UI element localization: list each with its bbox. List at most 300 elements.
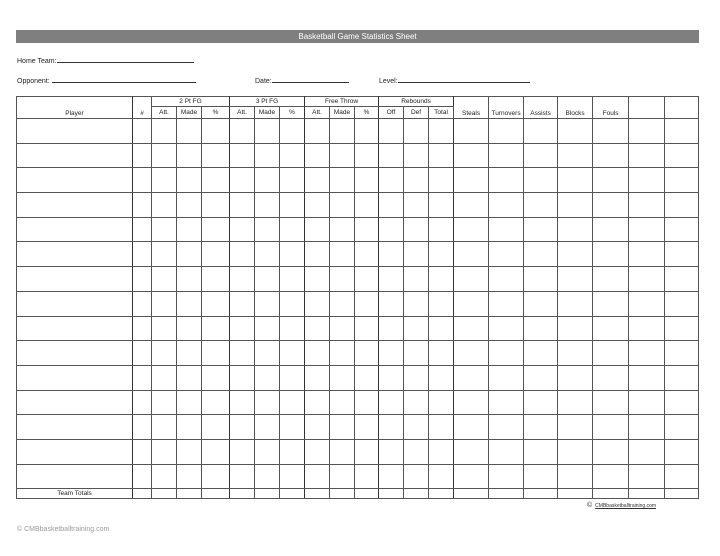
stat-cell[interactable] xyxy=(454,390,489,415)
stat-cell[interactable] xyxy=(177,439,202,464)
stat-cell[interactable] xyxy=(593,415,629,440)
stat-cell[interactable] xyxy=(379,291,404,316)
stat-cell[interactable] xyxy=(177,143,202,168)
stat-cell[interactable] xyxy=(558,168,593,193)
stat-cell[interactable] xyxy=(665,365,699,390)
stat-cell[interactable] xyxy=(202,143,230,168)
stat-cell[interactable] xyxy=(330,439,355,464)
stat-cell[interactable] xyxy=(202,390,230,415)
stat-cell[interactable] xyxy=(593,464,629,489)
player-name-cell[interactable] xyxy=(17,390,133,415)
player-name-cell[interactable] xyxy=(17,291,133,316)
stat-cell[interactable] xyxy=(255,193,280,218)
stat-cell[interactable] xyxy=(524,193,558,218)
stat-cell[interactable] xyxy=(665,390,699,415)
stat-cell[interactable] xyxy=(629,464,665,489)
player-name-cell[interactable] xyxy=(17,267,133,292)
stat-cell[interactable] xyxy=(255,143,280,168)
totals-cell[interactable] xyxy=(558,489,593,499)
totals-cell[interactable] xyxy=(429,489,454,499)
stat-cell[interactable] xyxy=(558,464,593,489)
stat-cell[interactable] xyxy=(429,464,454,489)
stat-cell[interactable] xyxy=(379,168,404,193)
stat-cell[interactable] xyxy=(355,267,379,292)
stat-cell[interactable] xyxy=(558,365,593,390)
stat-cell[interactable] xyxy=(330,119,355,144)
stat-cell[interactable] xyxy=(524,341,558,366)
stat-cell[interactable] xyxy=(133,168,152,193)
stat-cell[interactable] xyxy=(489,143,524,168)
stat-cell[interactable] xyxy=(230,341,255,366)
stat-cell[interactable] xyxy=(177,464,202,489)
stat-cell[interactable] xyxy=(152,390,177,415)
stat-cell[interactable] xyxy=(280,168,305,193)
stat-cell[interactable] xyxy=(355,291,379,316)
stat-cell[interactable] xyxy=(429,439,454,464)
stat-cell[interactable] xyxy=(665,291,699,316)
stat-cell[interactable] xyxy=(330,390,355,415)
stat-cell[interactable] xyxy=(202,341,230,366)
stat-cell[interactable] xyxy=(524,316,558,341)
stat-cell[interactable] xyxy=(629,341,665,366)
stat-cell[interactable] xyxy=(404,316,429,341)
stat-cell[interactable] xyxy=(330,193,355,218)
stat-cell[interactable] xyxy=(230,119,255,144)
stat-cell[interactable] xyxy=(355,193,379,218)
totals-cell[interactable] xyxy=(305,489,330,499)
stat-cell[interactable] xyxy=(330,143,355,168)
stat-cell[interactable] xyxy=(255,415,280,440)
totals-cell[interactable] xyxy=(593,489,629,499)
stat-cell[interactable] xyxy=(593,365,629,390)
stat-cell[interactable] xyxy=(133,341,152,366)
player-name-cell[interactable] xyxy=(17,316,133,341)
stat-cell[interactable] xyxy=(429,316,454,341)
stat-cell[interactable] xyxy=(230,390,255,415)
stat-cell[interactable] xyxy=(558,316,593,341)
stat-cell[interactable] xyxy=(454,267,489,292)
totals-cell[interactable] xyxy=(330,489,355,499)
stat-cell[interactable] xyxy=(454,217,489,242)
home-team-field[interactable] xyxy=(57,55,194,63)
totals-cell[interactable] xyxy=(404,489,429,499)
stat-cell[interactable] xyxy=(133,267,152,292)
stat-cell[interactable] xyxy=(489,242,524,267)
stat-cell[interactable] xyxy=(305,316,330,341)
stat-cell[interactable] xyxy=(489,193,524,218)
stat-cell[interactable] xyxy=(330,464,355,489)
stat-cell[interactable] xyxy=(280,415,305,440)
stat-cell[interactable] xyxy=(280,143,305,168)
stat-cell[interactable] xyxy=(524,415,558,440)
player-name-cell[interactable] xyxy=(17,242,133,267)
stat-cell[interactable] xyxy=(429,291,454,316)
totals-cell[interactable] xyxy=(629,489,665,499)
stat-cell[interactable] xyxy=(379,439,404,464)
stat-cell[interactable] xyxy=(305,341,330,366)
stat-cell[interactable] xyxy=(558,193,593,218)
stat-cell[interactable] xyxy=(489,365,524,390)
stat-cell[interactable] xyxy=(305,415,330,440)
stat-cell[interactable] xyxy=(177,291,202,316)
stat-cell[interactable] xyxy=(305,267,330,292)
stat-cell[interactable] xyxy=(255,365,280,390)
stat-cell[interactable] xyxy=(133,365,152,390)
stat-cell[interactable] xyxy=(280,464,305,489)
player-name-cell[interactable] xyxy=(17,193,133,218)
stat-cell[interactable] xyxy=(489,415,524,440)
stat-cell[interactable] xyxy=(255,439,280,464)
stat-cell[interactable] xyxy=(629,242,665,267)
stat-cell[interactable] xyxy=(202,193,230,218)
stat-cell[interactable] xyxy=(524,439,558,464)
stat-cell[interactable] xyxy=(177,365,202,390)
stat-cell[interactable] xyxy=(558,143,593,168)
stat-cell[interactable] xyxy=(152,242,177,267)
stat-cell[interactable] xyxy=(280,291,305,316)
stat-cell[interactable] xyxy=(177,242,202,267)
stat-cell[interactable] xyxy=(177,217,202,242)
stat-cell[interactable] xyxy=(355,119,379,144)
stat-cell[interactable] xyxy=(593,168,629,193)
stat-cell[interactable] xyxy=(429,341,454,366)
stat-cell[interactable] xyxy=(629,217,665,242)
stat-cell[interactable] xyxy=(404,168,429,193)
stat-cell[interactable] xyxy=(593,119,629,144)
totals-cell[interactable] xyxy=(133,489,152,499)
stat-cell[interactable] xyxy=(152,291,177,316)
stat-cell[interactable] xyxy=(593,316,629,341)
stat-cell[interactable] xyxy=(593,291,629,316)
stat-cell[interactable] xyxy=(454,193,489,218)
totals-cell[interactable] xyxy=(255,489,280,499)
stat-cell[interactable] xyxy=(280,267,305,292)
stat-cell[interactable] xyxy=(404,267,429,292)
stat-cell[interactable] xyxy=(593,439,629,464)
stat-cell[interactable] xyxy=(404,341,429,366)
stat-cell[interactable] xyxy=(665,168,699,193)
stat-cell[interactable] xyxy=(355,316,379,341)
stat-cell[interactable] xyxy=(255,267,280,292)
stat-cell[interactable] xyxy=(454,439,489,464)
stat-cell[interactable] xyxy=(280,193,305,218)
date-field[interactable] xyxy=(272,75,349,83)
stat-cell[interactable] xyxy=(255,217,280,242)
stat-cell[interactable] xyxy=(665,143,699,168)
stat-cell[interactable] xyxy=(230,316,255,341)
totals-cell[interactable] xyxy=(665,489,699,499)
stat-cell[interactable] xyxy=(330,316,355,341)
totals-cell[interactable] xyxy=(454,489,489,499)
stat-cell[interactable] xyxy=(305,439,330,464)
stat-cell[interactable] xyxy=(255,390,280,415)
stat-cell[interactable] xyxy=(177,316,202,341)
player-name-cell[interactable] xyxy=(17,439,133,464)
player-name-cell[interactable] xyxy=(17,168,133,193)
stat-cell[interactable] xyxy=(133,143,152,168)
totals-cell[interactable] xyxy=(489,489,524,499)
stat-cell[interactable] xyxy=(177,193,202,218)
stat-cell[interactable] xyxy=(202,415,230,440)
stat-cell[interactable] xyxy=(379,390,404,415)
stat-cell[interactable] xyxy=(230,143,255,168)
stat-cell[interactable] xyxy=(230,168,255,193)
stat-cell[interactable] xyxy=(629,119,665,144)
stat-cell[interactable] xyxy=(629,390,665,415)
stat-cell[interactable] xyxy=(230,242,255,267)
stat-cell[interactable] xyxy=(593,217,629,242)
stat-cell[interactable] xyxy=(177,119,202,144)
stat-cell[interactable] xyxy=(379,242,404,267)
stat-cell[interactable] xyxy=(454,365,489,390)
stat-cell[interactable] xyxy=(280,390,305,415)
stat-cell[interactable] xyxy=(255,291,280,316)
totals-cell[interactable] xyxy=(355,489,379,499)
stat-cell[interactable] xyxy=(202,464,230,489)
stat-cell[interactable] xyxy=(489,168,524,193)
stat-cell[interactable] xyxy=(330,267,355,292)
stat-cell[interactable] xyxy=(429,119,454,144)
stat-cell[interactable] xyxy=(429,365,454,390)
stat-cell[interactable] xyxy=(355,464,379,489)
stat-cell[interactable] xyxy=(330,341,355,366)
stat-cell[interactable] xyxy=(330,365,355,390)
totals-cell[interactable] xyxy=(230,489,255,499)
stat-cell[interactable] xyxy=(665,415,699,440)
stat-cell[interactable] xyxy=(454,341,489,366)
stat-cell[interactable] xyxy=(665,217,699,242)
stat-cell[interactable] xyxy=(454,464,489,489)
stat-cell[interactable] xyxy=(489,217,524,242)
stat-cell[interactable] xyxy=(524,291,558,316)
stat-cell[interactable] xyxy=(665,119,699,144)
stat-cell[interactable] xyxy=(355,341,379,366)
stat-cell[interactable] xyxy=(280,242,305,267)
stat-cell[interactable] xyxy=(330,168,355,193)
stat-cell[interactable] xyxy=(489,316,524,341)
stat-cell[interactable] xyxy=(230,365,255,390)
stat-cell[interactable] xyxy=(379,193,404,218)
stat-cell[interactable] xyxy=(355,168,379,193)
totals-cell[interactable] xyxy=(379,489,404,499)
player-name-cell[interactable] xyxy=(17,464,133,489)
stat-cell[interactable] xyxy=(593,143,629,168)
stat-cell[interactable] xyxy=(629,316,665,341)
stat-cell[interactable] xyxy=(489,119,524,144)
stat-cell[interactable] xyxy=(330,415,355,440)
stat-cell[interactable] xyxy=(524,217,558,242)
stat-cell[interactable] xyxy=(280,341,305,366)
stat-cell[interactable] xyxy=(379,143,404,168)
stat-cell[interactable] xyxy=(489,267,524,292)
stat-cell[interactable] xyxy=(305,193,330,218)
stat-cell[interactable] xyxy=(489,291,524,316)
stat-cell[interactable] xyxy=(558,291,593,316)
stat-cell[interactable] xyxy=(489,341,524,366)
totals-cell[interactable] xyxy=(280,489,305,499)
stat-cell[interactable] xyxy=(429,242,454,267)
level-field[interactable] xyxy=(398,75,530,83)
stat-cell[interactable] xyxy=(454,143,489,168)
stat-cell[interactable] xyxy=(454,168,489,193)
stat-cell[interactable] xyxy=(255,316,280,341)
stat-cell[interactable] xyxy=(665,242,699,267)
stat-cell[interactable] xyxy=(133,316,152,341)
stat-cell[interactable] xyxy=(255,341,280,366)
stat-cell[interactable] xyxy=(230,217,255,242)
stat-cell[interactable] xyxy=(665,267,699,292)
stat-cell[interactable] xyxy=(202,217,230,242)
stat-cell[interactable] xyxy=(629,193,665,218)
stat-cell[interactable] xyxy=(355,365,379,390)
stat-cell[interactable] xyxy=(152,193,177,218)
stat-cell[interactable] xyxy=(629,168,665,193)
stat-cell[interactable] xyxy=(152,168,177,193)
stat-cell[interactable] xyxy=(133,439,152,464)
player-name-cell[interactable] xyxy=(17,365,133,390)
stat-cell[interactable] xyxy=(280,316,305,341)
stat-cell[interactable] xyxy=(379,415,404,440)
stat-cell[interactable] xyxy=(355,415,379,440)
stat-cell[interactable] xyxy=(404,193,429,218)
stat-cell[interactable] xyxy=(629,439,665,464)
stat-cell[interactable] xyxy=(558,119,593,144)
stat-cell[interactable] xyxy=(593,267,629,292)
stat-cell[interactable] xyxy=(629,267,665,292)
stat-cell[interactable] xyxy=(133,415,152,440)
stat-cell[interactable] xyxy=(330,291,355,316)
stat-cell[interactable] xyxy=(152,119,177,144)
stat-cell[interactable] xyxy=(429,267,454,292)
stat-cell[interactable] xyxy=(379,365,404,390)
stat-cell[interactable] xyxy=(152,341,177,366)
stat-cell[interactable] xyxy=(524,365,558,390)
stat-cell[interactable] xyxy=(255,168,280,193)
stat-cell[interactable] xyxy=(280,217,305,242)
stat-cell[interactable] xyxy=(133,390,152,415)
stat-cell[interactable] xyxy=(593,341,629,366)
stat-cell[interactable] xyxy=(133,242,152,267)
stat-cell[interactable] xyxy=(593,193,629,218)
stat-cell[interactable] xyxy=(524,143,558,168)
stat-cell[interactable] xyxy=(152,267,177,292)
stat-cell[interactable] xyxy=(524,464,558,489)
stat-cell[interactable] xyxy=(665,193,699,218)
stat-cell[interactable] xyxy=(133,217,152,242)
stat-cell[interactable] xyxy=(524,119,558,144)
stat-cell[interactable] xyxy=(524,390,558,415)
stat-cell[interactable] xyxy=(558,415,593,440)
stat-cell[interactable] xyxy=(558,267,593,292)
stat-cell[interactable] xyxy=(489,439,524,464)
stat-cell[interactable] xyxy=(355,390,379,415)
stat-cell[interactable] xyxy=(280,119,305,144)
stat-cell[interactable] xyxy=(629,365,665,390)
player-name-cell[interactable] xyxy=(17,119,133,144)
stat-cell[interactable] xyxy=(202,439,230,464)
stat-cell[interactable] xyxy=(404,415,429,440)
stat-cell[interactable] xyxy=(379,267,404,292)
stat-cell[interactable] xyxy=(305,217,330,242)
stat-cell[interactable] xyxy=(524,267,558,292)
stat-cell[interactable] xyxy=(558,390,593,415)
stat-cell[interactable] xyxy=(404,119,429,144)
stat-cell[interactable] xyxy=(230,464,255,489)
stat-cell[interactable] xyxy=(305,464,330,489)
stat-cell[interactable] xyxy=(379,341,404,366)
stat-cell[interactable] xyxy=(379,464,404,489)
stat-cell[interactable] xyxy=(152,439,177,464)
totals-cell[interactable] xyxy=(202,489,230,499)
stat-cell[interactable] xyxy=(379,119,404,144)
stat-cell[interactable] xyxy=(133,464,152,489)
stat-cell[interactable] xyxy=(330,242,355,267)
stat-cell[interactable] xyxy=(255,464,280,489)
stat-cell[interactable] xyxy=(152,464,177,489)
stat-cell[interactable] xyxy=(230,193,255,218)
stat-cell[interactable] xyxy=(629,415,665,440)
totals-cell[interactable] xyxy=(177,489,202,499)
stat-cell[interactable] xyxy=(429,193,454,218)
stat-cell[interactable] xyxy=(454,119,489,144)
stat-cell[interactable] xyxy=(280,439,305,464)
stat-cell[interactable] xyxy=(558,242,593,267)
stat-cell[interactable] xyxy=(665,341,699,366)
copyright-link[interactable]: CMBbasketballtraining.com xyxy=(595,503,657,509)
stat-cell[interactable] xyxy=(524,242,558,267)
stat-cell[interactable] xyxy=(152,415,177,440)
stat-cell[interactable] xyxy=(330,217,355,242)
stat-cell[interactable] xyxy=(305,365,330,390)
stat-cell[interactable] xyxy=(177,267,202,292)
stat-cell[interactable] xyxy=(177,415,202,440)
stat-cell[interactable] xyxy=(629,143,665,168)
stat-cell[interactable] xyxy=(558,217,593,242)
stat-cell[interactable] xyxy=(454,316,489,341)
stat-cell[interactable] xyxy=(255,119,280,144)
stat-cell[interactable] xyxy=(177,341,202,366)
stat-cell[interactable] xyxy=(152,365,177,390)
stat-cell[interactable] xyxy=(355,217,379,242)
stat-cell[interactable] xyxy=(305,390,330,415)
stat-cell[interactable] xyxy=(379,316,404,341)
stat-cell[interactable] xyxy=(280,365,305,390)
opponent-field[interactable] xyxy=(52,75,196,83)
stat-cell[interactable] xyxy=(152,316,177,341)
player-name-cell[interactable] xyxy=(17,217,133,242)
totals-cell[interactable] xyxy=(152,489,177,499)
stat-cell[interactable] xyxy=(133,193,152,218)
stat-cell[interactable] xyxy=(429,390,454,415)
stat-cell[interactable] xyxy=(202,242,230,267)
stat-cell[interactable] xyxy=(152,143,177,168)
stat-cell[interactable] xyxy=(593,390,629,415)
stat-cell[interactable] xyxy=(230,439,255,464)
stat-cell[interactable] xyxy=(404,464,429,489)
stat-cell[interactable] xyxy=(489,464,524,489)
stat-cell[interactable] xyxy=(558,439,593,464)
stat-cell[interactable] xyxy=(255,242,280,267)
stat-cell[interactable] xyxy=(454,415,489,440)
player-name-cell[interactable] xyxy=(17,143,133,168)
stat-cell[interactable] xyxy=(230,267,255,292)
stat-cell[interactable] xyxy=(355,143,379,168)
stat-cell[interactable] xyxy=(404,365,429,390)
stat-cell[interactable] xyxy=(202,316,230,341)
stat-cell[interactable] xyxy=(230,415,255,440)
stat-cell[interactable] xyxy=(202,291,230,316)
stat-cell[interactable] xyxy=(305,168,330,193)
